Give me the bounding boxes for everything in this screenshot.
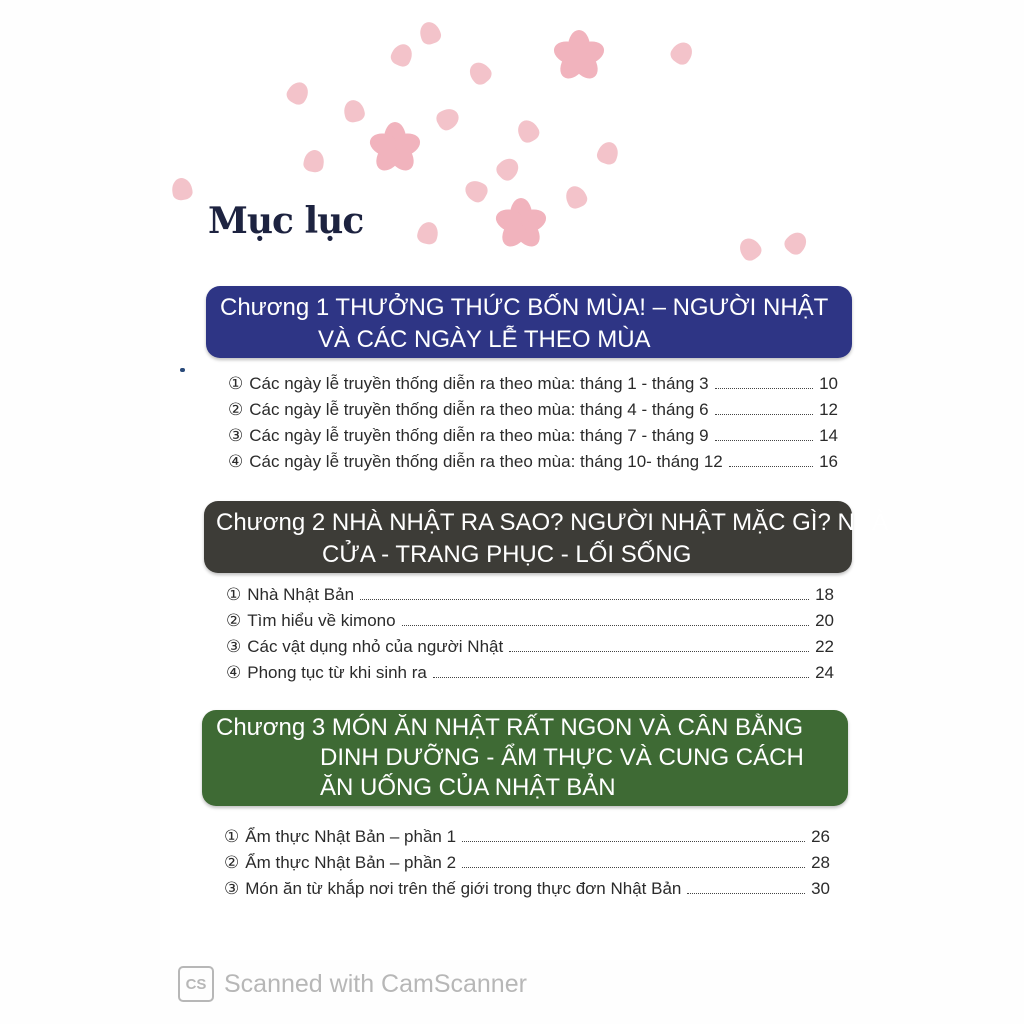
toc-entry[interactable] [228,374,838,394]
toc-entry[interactable] [226,611,834,631]
camscanner-logo-icon: CS [178,966,214,1002]
entry-marker: ③ [224,879,240,898]
dot-leader [462,866,805,868]
dot-leader [509,650,809,652]
entry-marker: ① [226,585,242,604]
dot-leader [715,439,814,441]
toc-entry[interactable] [226,585,834,605]
dot-leader [433,676,809,678]
toc-entry[interactable] [226,663,834,683]
toc-entry[interactable] [228,452,838,472]
entry-page-number: 26 [811,827,830,846]
dot-leader [402,624,809,626]
entry-page-number: 16 [819,452,838,471]
chapter-3-title-line-3: ĂN UỐNG CỦA NHẬT BẢN [320,774,616,801]
entry-page-number: 18 [815,585,834,604]
dot-leader [729,465,813,467]
dot-leader [360,598,809,600]
entry-marker: ③ [226,637,242,656]
ink-mark [180,368,185,372]
entry-page-number: 30 [811,879,830,898]
entry-title: Các vật dụng nhỏ của người Nhật [247,637,504,656]
chapter-1-title-line-2: VÀ CÁC NGÀY LỄ THEO MÙA [318,326,651,353]
chapter-2-banner [204,501,889,573]
chapter-1-banner [206,286,852,358]
entry-page-number: 24 [815,663,834,682]
toc-entry[interactable] [226,637,834,657]
watermark-text: Scanned with CamScanner [224,969,527,998]
toc-entry[interactable] [224,853,830,873]
entry-marker: ③ [228,426,244,445]
toc-entry[interactable] [224,827,830,847]
entry-marker: ② [228,400,244,419]
entry-title: Ẩm thực Nhật Bản – phần 1 [245,827,457,846]
entry-marker: ② [224,853,240,872]
entry-title: Các ngày lễ truyền thống diễn ra theo mùa: tháng 4 - tháng 6 [249,400,709,419]
dot-leader [687,892,805,894]
entry-page-number: 10 [819,374,838,393]
toc-entry[interactable] [228,426,838,446]
entry-page-number: 12 [819,400,838,419]
chapter-2-title-line-2: CỬA - TRANG PHỤC - LỐI SỐNG [322,541,692,568]
dot-leader [715,413,814,415]
entry-title: Ẩm thực Nhật Bản – phần 2 [245,853,457,872]
dot-leader [462,840,805,842]
toc-entry[interactable] [224,879,830,899]
entry-marker: ① [228,374,244,393]
entry-page-number: 28 [811,853,830,872]
entry-page-number: 22 [815,637,834,656]
entry-title: Các ngày lễ truyền thống diễn ra theo mùa: tháng 7 - tháng 9 [249,426,709,445]
entry-marker: ② [226,611,242,630]
entry-page-number: 20 [815,611,834,630]
chapter-3-banner [202,710,848,806]
camscanner-watermark [178,966,527,1002]
dot-leader [715,387,814,389]
page-sheet [160,0,870,960]
chapter-3-title-line-2: DINH DƯỠNG - ẨM THỰC VÀ CUNG CÁCH [320,744,804,771]
entry-marker: ④ [226,663,242,682]
entry-title: Món ăn từ khắp nơi trên thế giới trong thực đơn Nhật Bản [245,879,682,898]
entry-title: Nhà Nhật Bản [247,585,355,604]
chapter-1-title-line-1: Chương 1 THƯỞNG THỨC BỐN MÙA! – NGƯỜI NHẬT [220,294,829,321]
entry-marker: ④ [228,452,244,471]
chapter-3-title-line-1: Chương 3 MÓN ĂN NHẬT RẤT NGON VÀ CÂN BẰNG [216,714,804,741]
entry-title: Các ngày lễ truyền thống diễn ra theo mùa: tháng 1 - tháng 3 [249,374,709,393]
entry-title: Các ngày lễ truyền thống diễn ra theo mùa: tháng 10- tháng 12 [249,452,723,471]
entry-title: Phong tục từ khi sinh ra [247,663,427,682]
toc-entry[interactable] [228,400,838,420]
entry-marker: ① [224,827,240,846]
entry-page-number: 14 [819,426,838,445]
chapter-2-title-line-1: Chương 2 NHÀ NHẬT RA SAO? NGƯỜI NHẬT MẶC GÌ? NHÀ [216,509,889,536]
entry-title: Tìm hiểu về kimono [247,611,396,630]
toc-title: Mục lục [208,200,364,242]
